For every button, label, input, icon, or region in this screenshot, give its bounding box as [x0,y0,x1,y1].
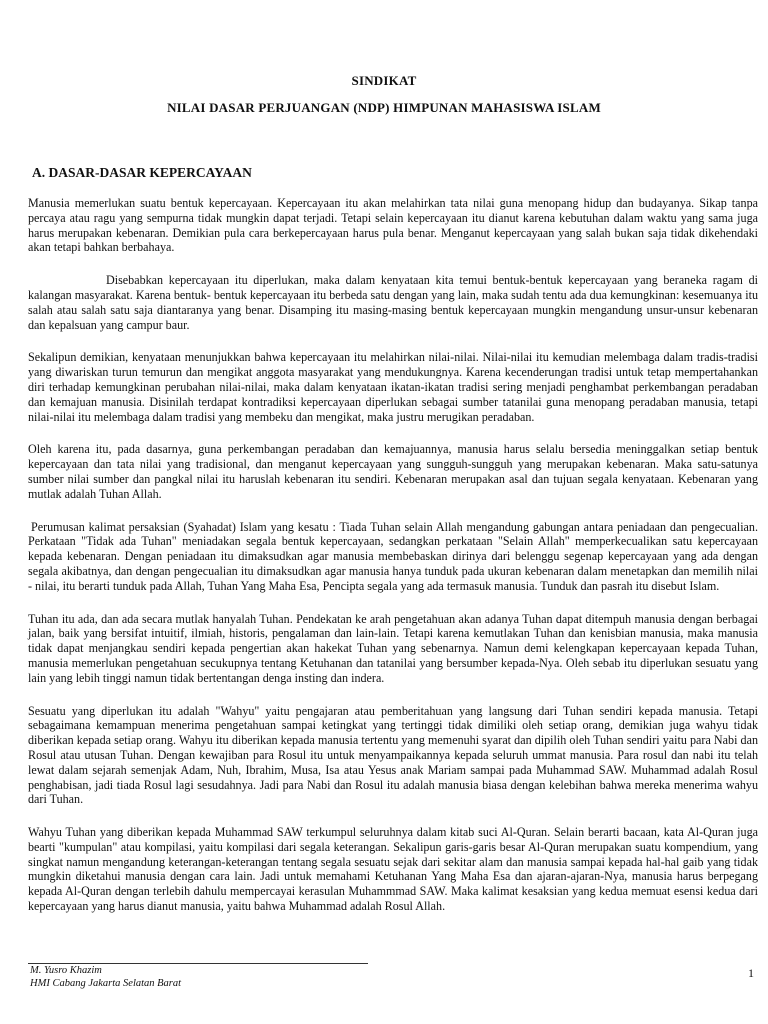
footer-organization: HMI Cabang Jakarta Selatan Barat [30,978,182,989]
paragraph-5: Perumusan kalimat persaksian (Syahadat) Islam yang kesatu : Tiada Tuhan selain Allah mengandung gabungan antara peniadaan dan pengecualian. Perkataan "Tidak ada Tuhan" meniadakan segala bentuk kepercayaan, sedangkan perkataan "Selain Allah" memperkecualikan satu kepercayaan kepada kebenaran. Dengan peniadaan itu dimaksudkan agar manusia membebaskan dirinya dari belenggu segenap kepercayaan yang ada dengan segala akibatnya, dan dengan pengecualian itu dimaksudkan agar manusia hanya tunduk pada ukuran kebenaran dalam menetapkan dan memilih nilai - nilai, itu berarti tunduk pada Allah, Tuhan Yang Maha Esa, Pencipta segala yang ada termasuk manusia. Tunduk dan pasrah itu disebut Islam. [28,519,758,593]
document-body [28,196,758,932]
paragraph-3: Sekalipun demikian, kenyataan menunjukkan bahwa kepercayaan itu melahirkan nilai-nilai. Nilai-nilai itu kemudian melembaga dalam tradis-tradisi yang diwariskan turun temurun dan mengikat anggota masyarakat yang mendukungnya. Karena kecenderungan tradisi untuk tetap mempertahankan diri terhadap kemungkinan perubahan nilai-nilai, maka dalam kenyataan ikatan-ikatan tradisi sering menjadi penghambat perkembangan peradaban dan kemajuan manusia. Disinilah terdapat kontradiksi kepercayaan diperlukan sebagai sumber tatanilai guna menopang peradaban manusia, tetapi nilai-nilai itu melembaga dalam tradisi yang membeku dan mengikat, maka justru merugikan peradaban. [28,350,758,424]
paragraph-1: Manusia memerlukan suatu bentuk kepercayaan. Kepercayaan itu akan melahirkan tata nilai guna menopang hidup dan budayanya. Sikap tanpa percaya atau ragu yang sempurna tidak mungkin dapat terjadi. Tetapi selain kepercayaan itu dianut karena kebutuhan dalam waktu yang sama juga harus merupakan kebenaran. Demikian pula cara berkepercayaan harus pula benar. Menganut kepercayaan yang salah bukan saja tidak dikehendaki akan tetapi bahkan berbahaya. [28,196,758,255]
document-title: SINDIKAT [351,73,417,88]
page-number: 1 [748,966,754,980]
document-subtitle: NILAI DASAR PERJUANGAN (NDP) HIMPUNAN MAHASISWA ISLAM [167,100,601,115]
section-heading: A. DASAR-DASAR KEPERCAYAAN [32,165,252,180]
footer-author: M. Yusro Khazim [30,965,102,976]
paragraph-2: Disebabkan kepercayaan itu diperlukan, maka dalam kenyataan kita temui bentuk-bentuk kepercayaan yang beraneka ragam di kalangan masyarakat. Karena bentuk- bentuk kepercayaan itu berbeda satu dengan yang lain, maka sudah tentu ada dua kemungkinan: kesemuanya itu salah atau salah satu saja diantaranya yang benar. Disamping itu masing-masing bentuk kepercayaan mungkin mengandung unsur-unsur kebenaran dan kepalsuan yang campur baur. [28,273,758,332]
footer [30,964,181,990]
paragraph-8: Wahyu Tuhan yang diberikan kepada Muhammad SAW terkumpul seluruhnya dalam kitab suci Al-Quran. Selain berarti bacaan, kata Al-Quran juga bearti "kumpulan" atau kompilasi, yaitu kompilasi dari segala keterangan. Sekalipun garis-garis besar Al-Quran merupakan suatu kompendium, yang singkat namun mengandung keterangan-keterangan tentang segala sesuatu sejak dari sekitar alam dan manusia sampai kepada hal-hal gaib yang tidak mungkin diketahui manusia dengan cara lain. Jadi untuk memahami Ketuhanan Yang Maha Esa dan ajaran-ajaran-Nya, manusia harus berpegang kepada Al-Quran dengan terlebih dahulu mempercayai kerasulan Muhammmad SAW. Maka kalimat kesaksian yang kedua memuat esensi kedua dari kepercayaan yang harus dianut manusia, yaitu bahwa Muhammad adalah Rosul Allah. [28,825,758,914]
paragraph-6: Tuhan itu ada, dan ada secara mutlak hanyalah Tuhan. Pendekatan ke arah pengetahuan akan adanya Tuhan dapat ditempuh manusia dengan berbagai jalan, baik yang bersifat intuitif, ilmiah, historis, pengalaman dan lain-lain. Tetapi karena kemutlakan Tuhan dan kenisbian manusia, maka manusia tidak dapat menjangkau sendiri kepada pengertian akan hakekat Tuhan yang sebenarnya. Namun demi kelengkapan kepercayaan kepada Tuhan, manusia memerlukan pengetahuan secukupnya tentang Ketuhanan dan tatanilai yang bersumber kepada-Nya. Oleh sebab itu diperlukan sesuatu yang lain yang lebih tinggi namun tidak bertentangan denga insting dan indera. [28,611,758,685]
paragraph-7: Sesuatu yang diperlukan itu adalah "Wahyu" yaitu pengajaran atau pemberitahuan yang langsung dari Tuhan sendiri kepada manusia. Tetapi sebagaimana kemampuan menerima pengetahuan sampai ketingkat yang tertinggi tidak dimiliki oleh setiap orang, demikian juga wahyu tidak diberikan kepada setiap orang. Wahyu itu diberikan kepada manusia tertentu yang memenuhi syarat dan dipilih oleh Tuhan sendiri yaitu para Nabi dan Rosul atau utusan Tuhan. Dengan kewajiban para Rosul itu untuk menyampaikannya kepada seluruh ummat manusia. Para rosul dan nabi itu telah lewat dalam sejarah semenjak Adam, Nuh, Ibrahim, Musa, Isa atau Yesus anak Mariam sampai pada Muhammad SAW. Muhammad adalah Rosul penghabisan, jadi tiada Rosul lagi sesudahnya. Jadi para Nabi dan Rosul itu adalah manusia biasa dengan kelebihan bahwa mereka menerima wahyu dari Tuhan. [28,703,758,807]
paragraph-4: Oleh karena itu, pada dasarnya, guna perkembangan peradaban dan kemajuannya, manusia harus selalu bersedia meninggalkan setiap bentuk kepercayaan dan tata nilai yang tradisional, dan menganut kepercayaan yang sungguh-sungguh yang merupakan kebenaran. Maka satu-satunya sumber nilai sumber dan pangkal nilai itu haruslah kebenaran itu sendiri. Kebenaran merupakan asal dan tujuan segala kenyataan. Kebenaran yang mutlak adalah Tuhan Allah. [28,442,758,501]
